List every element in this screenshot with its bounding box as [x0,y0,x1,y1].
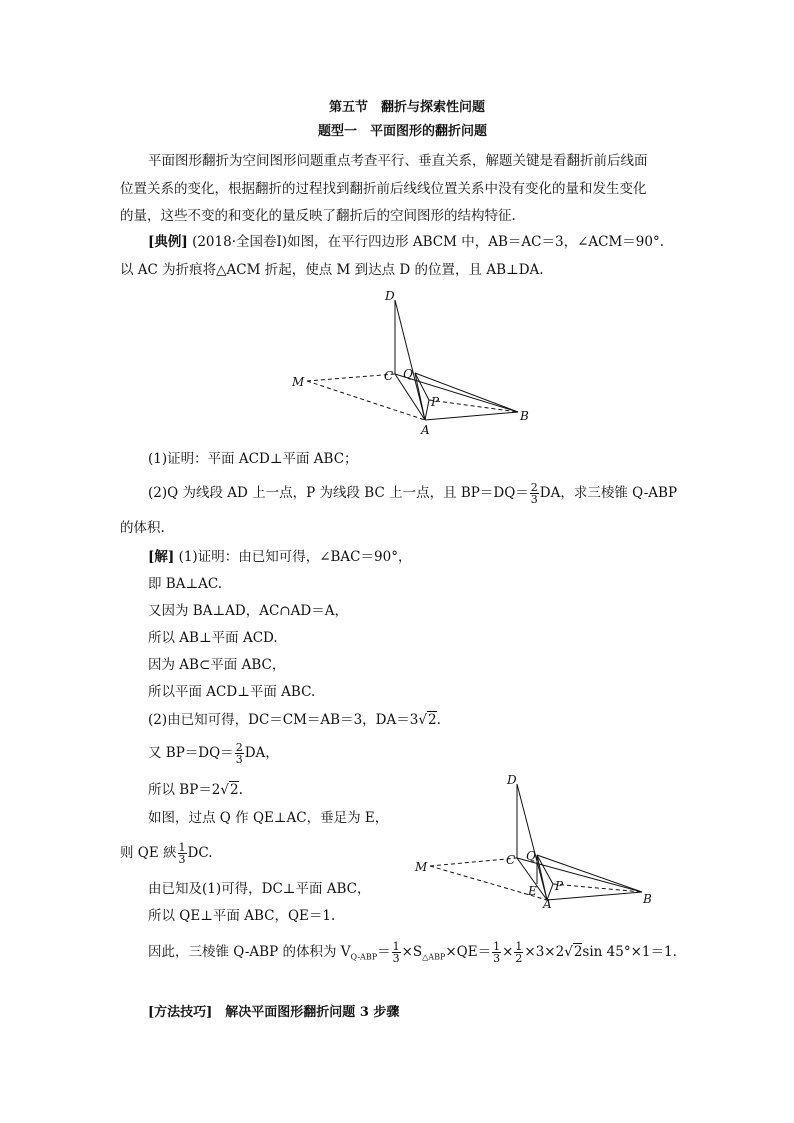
section-title: 第五节 翻折与探索性问题 [329,100,486,115]
solution-s11-a: 则 QE 綊 [120,845,177,861]
s14-b: ＝ [377,944,391,960]
label-e: E [528,884,537,898]
solution-s1: (1)证明：由已知可得，∠BAC＝90°， [178,549,412,565]
edge-ma-dashed [307,381,425,420]
s14-d: ×QE＝ [445,944,492,960]
s14-sub1: Q-ABP [350,952,378,962]
intro-line-2: 位置关系的变化，根据翻折的过程找到翻折前后线线位置关系中没有变化的量和发生变化 [120,181,647,197]
s14-c: ×S [401,944,423,960]
sqrt-2: 2 [573,944,583,960]
solution-s8-b: DA， [244,745,279,761]
solution-line-7: (2)由已知可得，DC＝CM＝AB＝3，DA＝3√2. [148,712,441,728]
solution-line-5: 因为 AB⊂平面 ABC， [148,657,286,673]
question-1: (1)证明：平面 ACD⊥平面 ABC； [148,451,358,467]
s14-sub2: △ABP [422,952,446,962]
figure-1 [285,288,540,436]
fraction-s14-1 [392,941,401,964]
example-tag: [典例] [148,234,188,250]
label-m: M [415,860,428,874]
label-b: B [643,892,652,906]
solution-line-9: 所以 BP＝2√2. [148,782,243,798]
fraction-s14-2 [492,941,501,964]
edge-pb-dashed [429,400,518,412]
s14-g: sin 45°×1＝1. [582,944,677,960]
intro-line-3: 的量，这些不变的和变化的量反映了翻折后的空间图形的结构特征. [120,208,516,224]
edge-cb [395,374,518,412]
edge-da [517,784,547,900]
solution-s7-b: . [436,712,441,728]
label-b: B [520,409,529,423]
solution-line-3: 又因为 BA⊥AD，AC∩AD＝A， [148,603,348,619]
edge-ab [547,892,642,900]
frac-num: 1 [493,940,501,953]
label-c: C [384,369,394,383]
solution-line-4: 所以 AB⊥平面 ACD. [148,630,278,646]
frac-num: 2 [530,481,538,494]
sqrt-2: 2 [427,712,437,728]
solution-line-14: 因此，三棱锥 Q-ABP 的体积为 $V_{Q-ABP}=$ $\frac{1}{3}$ $\times S_{\triangle ABP}\times QE=$ $\frac{1}{3}$ × $\frac{1}{2}$ ×3×2√2sin 45°×1＝1. [148,940,677,965]
example-line1-rest: ABCM 中，AB＝AC＝3，∠ACM＝90°. [412,234,665,250]
solution-line-2: 即 BA⊥AC. [148,576,223,592]
frac-num: 1 [392,940,400,953]
label-q: Q [526,849,536,863]
frac-den: 2 [515,952,523,965]
frac-num: 1 [515,940,523,953]
edge-mc-dashed [307,374,395,381]
solution-s9-a: 所以 BP＝2 [148,782,221,798]
example-line-2: 以 AC 为折痕将△ACM 折起，使点 M 到达点 D 的位置，且 AB⊥DA. [120,262,544,278]
edge-da [395,300,425,420]
edge-ap [425,400,429,420]
frac-num: 1 [178,841,186,854]
method-tips: [方法技巧] 解决平面图形翻折问题 3 步骤 [148,1005,400,1020]
frac-den: 3 [235,753,243,766]
question-2-part-b: DA，求三棱锥 Q-ABP [539,485,678,501]
question-2-end: 的体积. [120,520,165,536]
frac-den: 3 [493,952,501,965]
solution-s8-a: 又 BP＝DQ＝ [148,745,234,761]
question-2 [148,482,677,505]
label-a: A [421,423,430,436]
frac-den: 3 [178,853,186,866]
label-c: C [506,853,516,867]
example-source: (2018·全国卷Ⅰ)如图，在平行四边形 [192,234,409,250]
frac-den: 3 [530,493,538,506]
s14-a: 因此，三棱锥 Q-ABP 的体积为 V [148,944,351,960]
solution-line-13: 所以 QE⊥平面 ABC，QE＝1. [148,908,336,924]
frac-den: 3 [392,952,400,965]
solution-line-11 [120,842,212,865]
intro-line-1: 平面图形翻折为空间图形问题重点考查平行、垂直关系，解题关键是看翻折前后线面 [148,153,648,169]
label-a: A [543,897,552,910]
label-d: D [507,773,517,787]
fraction-two-thirds-2 [235,742,244,765]
figure-2 [410,772,655,910]
label-q: Q [403,367,413,381]
solution-line-10: 如图，过点 Q 作 QE⊥AC，垂足为 E， [148,810,389,826]
solution-s11-b: DC. [187,845,213,861]
solution-line-8 [148,742,279,765]
edge-qb [537,855,642,892]
solution-s9-b: . [238,782,243,798]
solution-line-6: 所以平面 ACD⊥平面 ABC. [148,684,316,700]
solution-line-12: 由已知及(1)可得，DC⊥平面 ABC， [148,881,371,897]
edge-ab [425,412,518,420]
label-d: D [385,289,395,303]
solution-line-1 [148,548,411,566]
fraction-one-third [178,842,187,865]
solution-tag: [解] [148,549,175,565]
edge-mc-dashed [430,858,517,866]
fraction-two-thirds [530,482,539,505]
question-2-part-a: (2)Q 为线段 AD 上一点，P 为线段 BC 上一点，且 BP＝DQ＝ [148,485,529,501]
s14-e: × [502,944,514,960]
solution-s7-a: (2)由已知可得，DC＝CM＝AB＝3，DA＝3 [148,712,419,728]
frac-num: 2 [235,741,243,754]
subtitle: 题型一 平面图形的翻折问题 [318,124,488,139]
label-p: P [555,879,564,893]
sqrt-2: 2 [230,782,239,798]
label-m: M [292,375,305,389]
fraction-s14-3 [514,941,523,964]
label-p: P [431,395,440,409]
s14-f: ×3×2 [524,944,565,960]
example-line-1 [148,233,664,251]
